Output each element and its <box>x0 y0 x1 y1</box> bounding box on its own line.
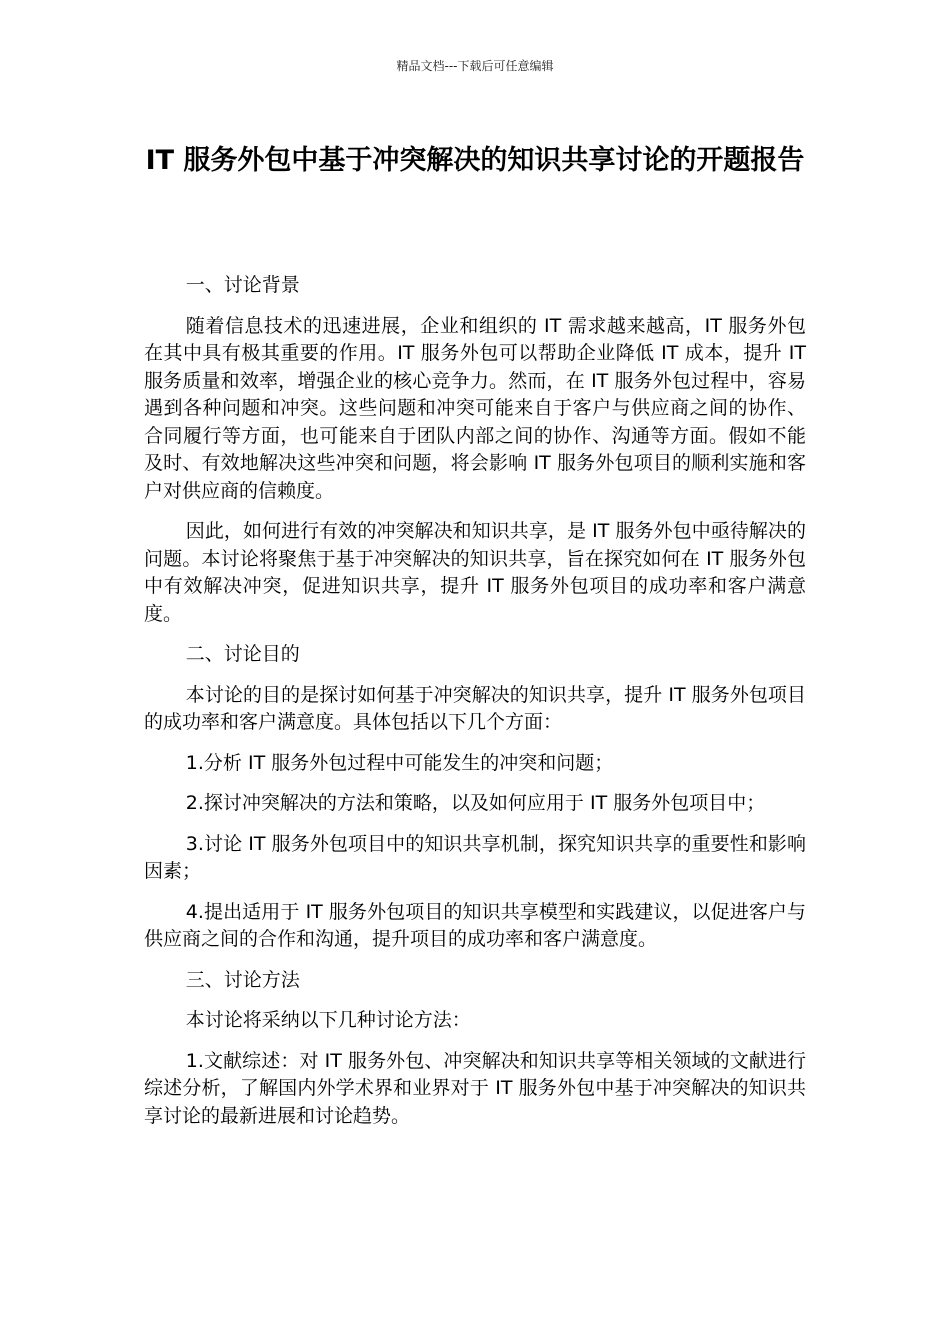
list-item: 4.提出适用于 IT 服务外包项目的知识共享模型和实践建议，以促进客户与供应商之间的合作和沟通，提升项目的成功率和客户满意度。 <box>144 900 806 950</box>
paragraph: 本讨论的目的是探讨如何基于冲突解决的知识共享，提升 IT 服务外包项目的成功率和客户满意度。具体包括以下几个方面： <box>144 683 806 733</box>
page-header: 精品文档---下载后可任意编辑 <box>396 59 554 73</box>
section-heading-background: 一、讨论背景 <box>185 274 300 296</box>
list-item: 3.讨论 IT 服务外包项目中的知识共享机制，探究知识共享的重要性和影响因素； <box>144 832 806 882</box>
section-heading-method: 三、讨论方法 <box>185 968 300 991</box>
list-item: 1.分析 IT 服务外包过程中可能发生的冲突和问题； <box>185 751 614 774</box>
paragraph: 随着信息技术的迅速进展，企业和组织的 IT 需求越来越高，IT 服务外包在其中具有极其重要的作用。IT 服务外包可以帮助企业降低 IT 成本，提升 IT 服务质量和效率，增强企业的核心竞争力。然而，在 IT 服务外包过程中，容易遇到各种问题和冲突。这些问题和冲突可能来自于客户与供应商之间的协作、合同履行等方面，也可能来自于团队内部之间的协作、沟通等方面。假如不能及时、有效地解决这些冲突和问题，将会影响 IT 服务外包项目的顺利实施和客户对供应商的信赖度。 <box>144 314 806 502</box>
paragraph: 本讨论将采纳以下几种讨论方法： <box>185 1009 471 1031</box>
section-heading-purpose: 二、讨论目的 <box>185 643 300 665</box>
list-item: 1.文献综述：对 IT 服务外包、冲突解决和知识共享等相关领域的文献进行综述分析，了解国内外学术界和业界对于 IT 服务外包中基于冲突解决的知识共享讨论的最新进展和讨论趋势。 <box>144 1049 806 1127</box>
document-body <box>144 272 806 1143</box>
document-title: IT 服务外包中基于冲突解决的知识共享讨论的开题报告 <box>145 145 805 176</box>
paragraph: 因此，如何进行有效的冲突解决和知识共享，是 IT 服务外包中亟待解决的问题。本讨论将聚焦于基于冲突解决的知识共享，旨在探究如何在 IT 服务外包中有效解决冲突，促进知识共享，提升 IT 服务外包项目的成功率和客户满意度。 <box>144 520 806 625</box>
list-item: 2.探讨冲突解决的方法和策略，以及如何应用于 IT 服务外包项目中； <box>185 792 766 814</box>
